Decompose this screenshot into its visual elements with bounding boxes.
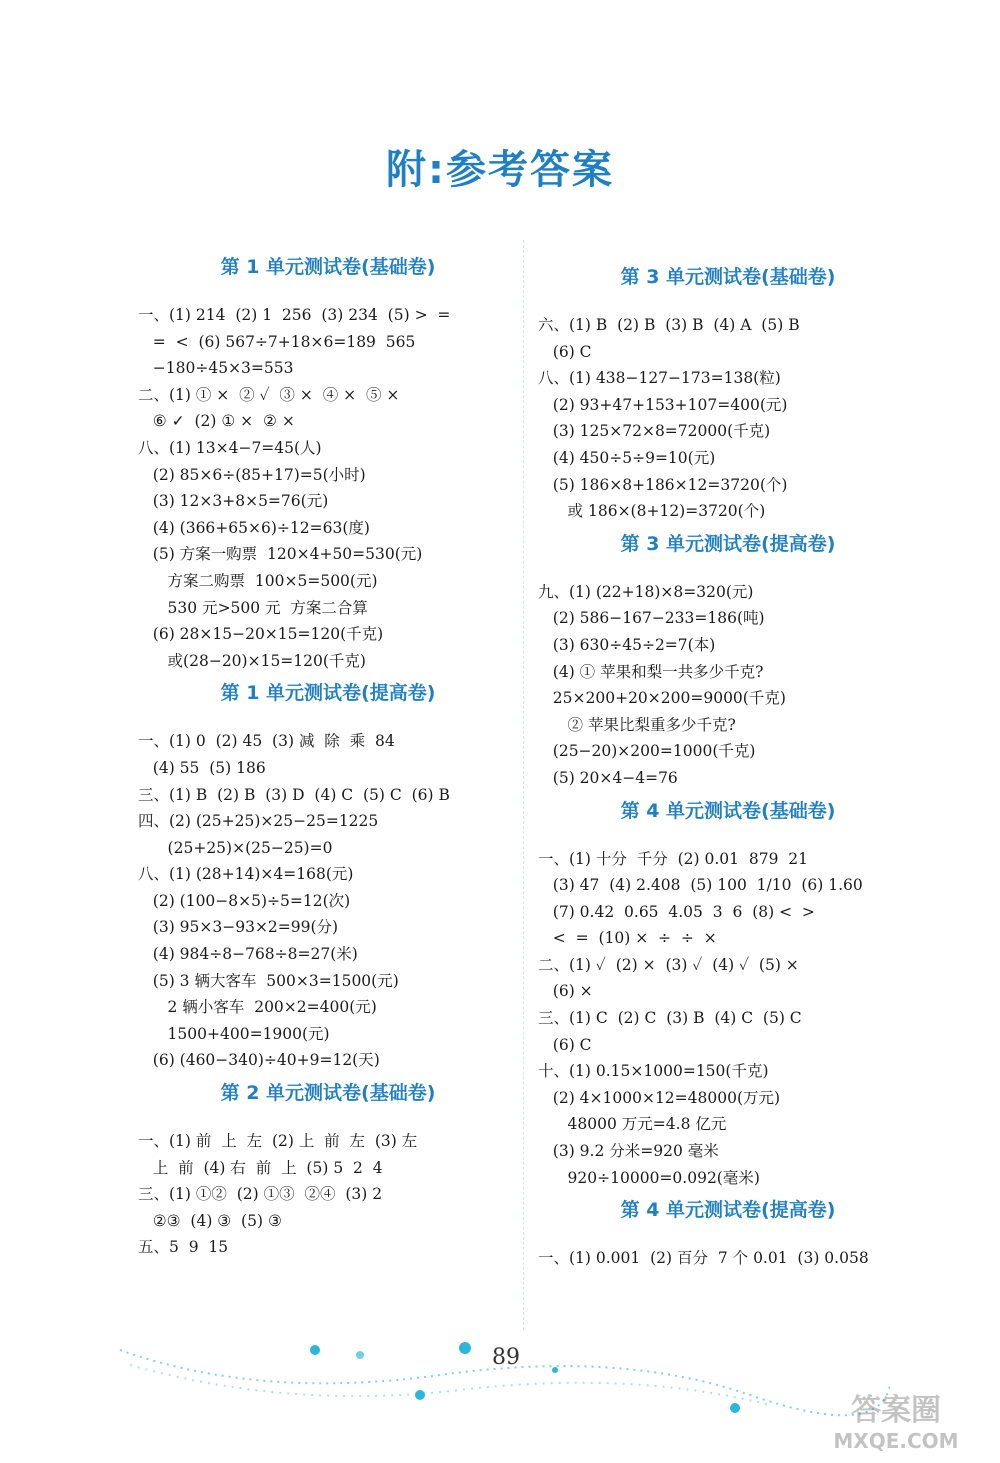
answer-line: (2) 85×6÷(85+17)=5(小时) [138, 465, 366, 484]
right-column [538, 258, 918, 1272]
answer-line: 25×200+20×200=9000(千克) [538, 689, 786, 708]
answer-line: (25−20)×200=1000(千克) [538, 742, 756, 761]
answer-line: 八、(1) 438−127−173=138(粒) [538, 369, 781, 388]
answer-line: ⑥ ✓ (2) ① × ② × [138, 412, 295, 431]
section-heading: 第 3 单元测试卷(基础卷) [620, 266, 836, 288]
answer-line: ②③ (4) ③ (5) ③ [138, 1211, 282, 1230]
answer-line: (25+25)×(25−25)=0 [138, 838, 333, 857]
answer-line: 一、(1) 214 (2) 1 256 (3) 234 (5) > = [138, 306, 451, 324]
answer-line: 十、(1) 0.15×1000=150(千克) [538, 1062, 769, 1081]
answer-line: (5) 20×4−4=76 [538, 768, 678, 787]
answer-line: (6) (460−340)÷40+9=12(天) [138, 1051, 380, 1070]
answer-line: (6) × [538, 982, 593, 1001]
answer-line: (2) (100−8×5)÷5=12(次) [138, 891, 351, 910]
answer-line: 九、(1) (22+18)×8=320(元) [538, 582, 754, 601]
answer-line: (2) 4×1000×12=48000(万元) [538, 1088, 781, 1107]
answer-line: (5) 方案一购票 120×4+50=530(元) [138, 545, 423, 564]
answer-line: (7) 0.42 0.65 4.05 3 6 (8) < > [538, 902, 815, 921]
page-title: 附:参考答案 [386, 147, 614, 193]
watermark-logo: 答案圈 [851, 1393, 941, 1428]
answer-line: 530 元>500 元 方案二合算 [138, 598, 368, 617]
answer-line: 四、(2) (25+25)×25−25=1225 [138, 812, 379, 831]
watermark-url: MXQE.COM [833, 1429, 959, 1453]
answer-line: 二、(1) ✓ (2) × (3) ✓ (4) ✓ (5) × [538, 955, 799, 974]
answer-line: (3) 47 (4) 2.408 (5) 100 1/10 (6) 1.60 [538, 876, 863, 895]
answer-line: (3) 9.2 分米=920 毫米 [538, 1142, 719, 1161]
answer-line: (3) 12×3+8×5=76(元) [138, 492, 329, 511]
left-column [138, 248, 518, 1261]
answer-line: (6) C [538, 342, 592, 361]
section-heading: 第 3 单元测试卷(提高卷) [620, 532, 836, 555]
answer-line: 920÷10000=0.092(毫米) [538, 1168, 760, 1187]
answer-line: (6) C [538, 1035, 592, 1054]
answer-line: 六、(1) B (2) B (3) B (4) A (5) B [538, 316, 800, 334]
answer-line: 三、(1) ①② (2) ①③ ②④ (3) 2 [138, 1185, 383, 1204]
answer-line: 三、(1) B (2) B (3) D (4) C (5) C (6) B [138, 785, 450, 804]
answer-line: 一、(1) 十分 千分 (2) 0.01 879 21 [538, 849, 809, 868]
answer-line: (4) 450÷5÷9=10(元) [538, 448, 716, 467]
page-number: 89 [492, 1345, 520, 1370]
answer-line: 方案二购票 100×5=500(元) [138, 571, 378, 590]
answer-line: 八、(1) 13×4−7=45(人) [138, 438, 322, 457]
answer-line: (4) 984÷8−768÷8=27(米) [138, 945, 358, 964]
answer-line: 八、(1) (28+14)×4=168(元) [138, 865, 354, 884]
footer-decoration [110, 1330, 890, 1420]
answer-line: (4) ① 苹果和梨一共多少千克? [538, 662, 764, 681]
answer-line: (3) 125×72×8=72000(千克) [538, 422, 771, 441]
answer-line: 一、(1) 0 (2) 45 (3) 减 除 乘 84 [138, 732, 395, 751]
column-divider [523, 240, 524, 1330]
answer-line: 三、(1) C (2) C (3) B (4) C (5) C [538, 1009, 802, 1028]
answer-line: (3) 630÷45÷2=7(本) [538, 635, 716, 654]
answer-line: 一、(1) 0.001 (2) 百分 7 个 0.01 (3) 0.058 [538, 1249, 869, 1268]
section-heading: 第 1 单元测试卷(基础卷) [220, 256, 436, 278]
answer-line: 二、(1) ① × ② ✓ ③ × ④ × ⑤ × [138, 385, 400, 404]
section-heading: 第 4 单元测试卷(提高卷) [620, 1199, 836, 1222]
section-heading: 第 2 单元测试卷(基础卷) [220, 1082, 436, 1105]
answer-line: (6) 28×15−20×15=120(千克) [138, 625, 384, 644]
answer-line: 2 辆小客车 200×2=400(元) [138, 998, 377, 1017]
answer-line: 1500+400=1900(元) [138, 1024, 330, 1043]
answer-line: (4) 55 (5) 186 [138, 758, 266, 777]
answer-line: 一、(1) 前 上 左 (2) 上 前 左 (3) 左 [138, 1132, 418, 1151]
answer-line: 或(28−20)×15=120(千克) [138, 651, 366, 670]
answer-line: < = (10) × ÷ ÷ × [538, 929, 717, 948]
answer-line: (2) 93+47+153+107=400(元) [538, 395, 788, 414]
answer-line: (5) 3 辆大客车 500×3=1500(元) [138, 971, 399, 990]
answer-line: 五、5 9 15 [138, 1238, 229, 1257]
section-heading: 第 4 单元测试卷(基础卷) [620, 799, 836, 822]
answer-line: (5) 186×8+186×12=3720(个) [538, 475, 788, 494]
answer-line: −180÷45×3=553 [138, 359, 294, 378]
answer-line: (2) 586−167−233=186(吨) [538, 609, 765, 628]
answer-line: = < (6) 567÷7+18×6=189 565 [138, 332, 416, 351]
answer-line: (3) 95×3−93×2=99(分) [138, 918, 339, 937]
answer-line: ② 苹果比梨重多少千克? [538, 715, 736, 734]
answer-line: 48000 万元=4.8 亿元 [538, 1115, 727, 1134]
section-heading: 第 1 单元测试卷(提高卷) [220, 682, 436, 705]
answer-line: 或 186×(8+12)=3720(个) [538, 502, 766, 521]
watermark [806, 1385, 986, 1455]
answer-line: 上 前 (4) 右 前 上 (5) 5 2 4 [138, 1158, 383, 1177]
answer-line: (4) (366+65×6)÷12=63(度) [138, 518, 370, 537]
